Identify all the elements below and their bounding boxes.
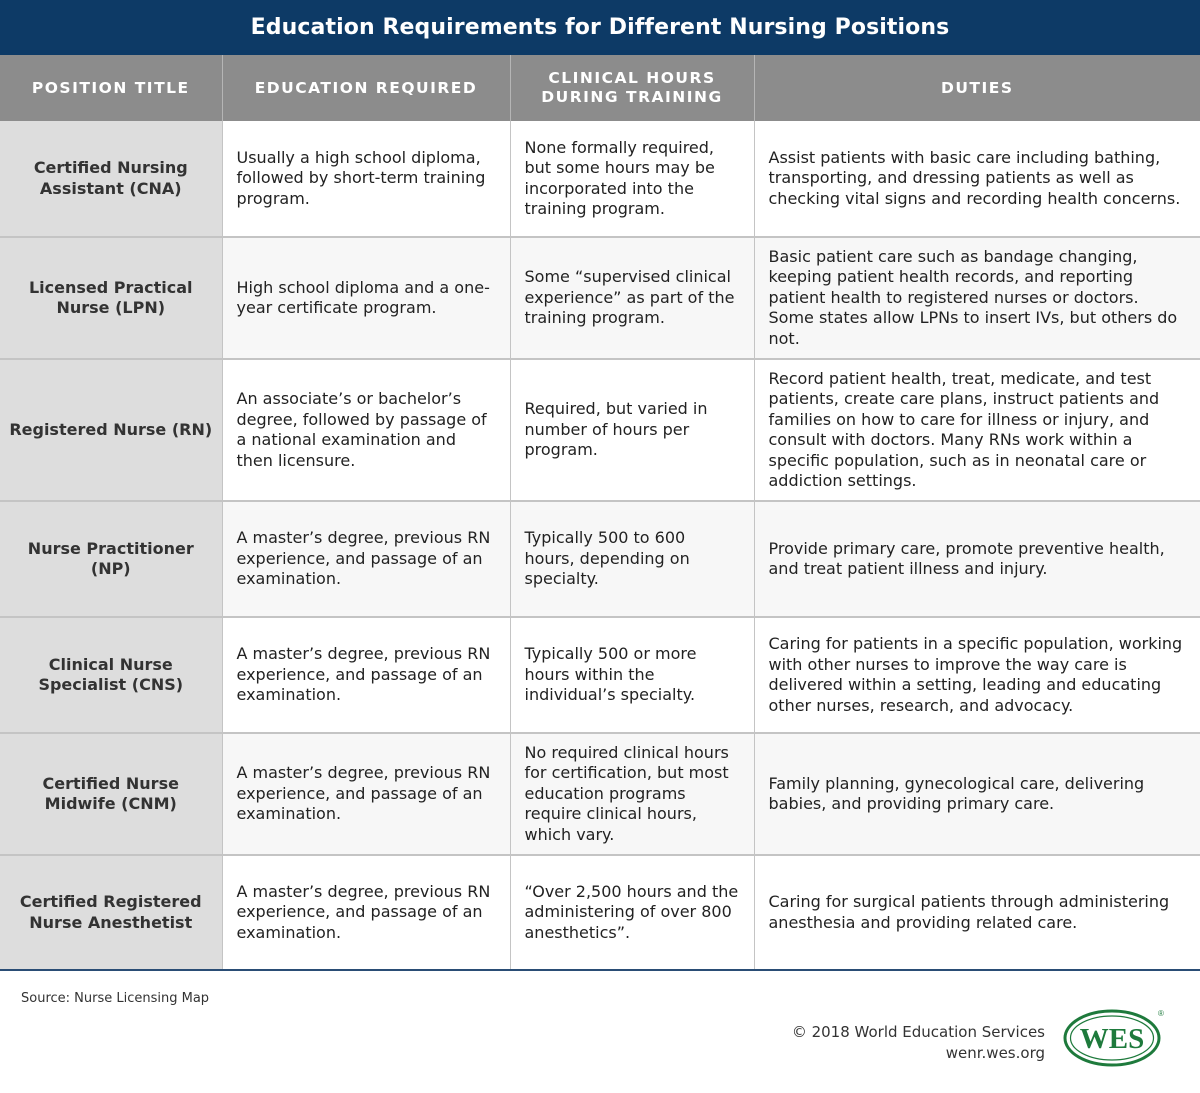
- duties-text: Caring for patients in a specific population, working with other nurses to improve the way care is delivered within a setting, leading and educating other nurses, research, and advocacy.: [768, 634, 1183, 715]
- clinical-hours-text: Required, but varied in number of hours per program.: [524, 399, 708, 460]
- clinical-hours-cell: [510, 855, 754, 969]
- duties-text: Basic patient care such as bandage changing, keeping patient health records, and reporting patient health to registered nurses or doctors. Some states allow LPNs to insert IVs, but others do not.: [768, 246, 1178, 348]
- page-title: Education Requirements for Different Nursing Positions: [0, 0, 1200, 55]
- duties-cell: [754, 359, 1200, 501]
- clinical-hours-text: Typically 500 or more hours within the individual’s specialty.: [524, 644, 697, 705]
- education-text: A master’s degree, previous RN experience, and passage of an examination.: [236, 644, 491, 705]
- table-row: [0, 617, 1200, 733]
- registered-mark: ®: [1158, 1009, 1164, 1018]
- duties-cell: [754, 501, 1200, 617]
- copyright-text: © 2018 World Education Services: [791, 1023, 1045, 1041]
- header-clinical-hours-text: CLINICAL HOURS DURING TRAINING: [541, 69, 723, 106]
- table-row: [0, 121, 1200, 237]
- education-cell: [222, 855, 510, 969]
- header-duties: [754, 55, 1200, 121]
- website-text: wenr.wes.org: [945, 1044, 1045, 1062]
- position-title: Certified Nurse Midwife (CNM): [42, 773, 179, 813]
- table-row: [0, 359, 1200, 501]
- table-row: [0, 855, 1200, 969]
- education-text: High school diploma and a one-year certificate program.: [236, 277, 490, 317]
- table-bottom-rule: [0, 969, 1200, 971]
- duties-text: Record patient health, treat, medicate, and test patients, create care plans, instruct patients and families on how to care for illness or injury, and consult with doctors. Many RNs work within a specific population, such as in neonatal care or addiction settings.: [768, 368, 1160, 490]
- table-row: [0, 733, 1200, 855]
- clinical-hours-text: None formally required, but some hours may be incorporated into the training program.: [524, 137, 715, 218]
- clinical-hours-cell: [510, 359, 754, 501]
- table-header-row: [0, 55, 1200, 121]
- position-cell: [0, 359, 222, 501]
- header-clinical-hours: [510, 55, 754, 121]
- position-cell: [0, 501, 222, 617]
- table-row: [0, 237, 1200, 359]
- education-cell: [222, 359, 510, 501]
- education-cell: [222, 617, 510, 733]
- clinical-hours-cell: [510, 121, 754, 237]
- nursing-requirements-table: [0, 55, 1200, 969]
- position-cell: [0, 855, 222, 969]
- duties-text: Provide primary care, promote preventive health, and treat patient illness and injury.: [768, 538, 1165, 578]
- duties-text: Family planning, gynecological care, delivering babies, and providing primary care.: [768, 773, 1145, 813]
- clinical-hours-cell: [510, 501, 754, 617]
- clinical-hours-text: No required clinical hours for certification, but most education programs require clinical hours, which vary.: [524, 742, 729, 844]
- duties-cell: [754, 733, 1200, 855]
- header-education-required-text: EDUCATION REQUIRED: [254, 78, 478, 97]
- education-cell: [222, 501, 510, 617]
- education-cell: [222, 237, 510, 359]
- education-text: A master’s degree, previous RN experience, and passage of an examination.: [236, 881, 491, 942]
- education-text: A master’s degree, previous RN experience, and passage of an examination.: [236, 528, 491, 589]
- education-text: A master’s degree, previous RN experience, and passage of an examination.: [236, 763, 491, 824]
- duties-text: Assist patients with basic care including bathing, transporting, and dressing patients as well as checking vital signs and recording health concerns.: [768, 147, 1181, 208]
- position-cell: [0, 121, 222, 237]
- clinical-hours-text: “Over 2,500 hours and the administering of over 800 anesthetics”.: [524, 881, 739, 942]
- education-cell: [222, 733, 510, 855]
- table-row: [0, 501, 1200, 617]
- header-duties-text: DUTIES: [940, 78, 1014, 97]
- duties-text: Caring for surgical patients through administering anesthesia and providing related care.: [768, 892, 1170, 932]
- source-note: Source: Nurse Licensing Map: [21, 991, 210, 1006]
- position-title: Certified Nursing Assistant (CNA): [33, 158, 188, 198]
- wes-logo: [1060, 1006, 1168, 1068]
- header-education-required: [222, 55, 510, 121]
- position-title: Registered Nurse (RN): [9, 419, 213, 439]
- credit-block: [792, 1022, 1045, 1064]
- logo-wordmark: WES: [1079, 1023, 1145, 1055]
- header-position-title: [0, 55, 222, 121]
- duties-cell: [754, 237, 1200, 359]
- header-position-title-text: POSITION TITLE: [31, 78, 190, 97]
- education-text: An associate’s or bachelor’s degree, followed by passage of a national examination and then licensure.: [236, 389, 487, 470]
- position-title: Clinical Nurse Specialist (CNS): [38, 654, 184, 694]
- clinical-hours-text: Typically 500 to 600 hours, depending on specialty.: [524, 528, 690, 589]
- clinical-hours-text: Some “supervised clinical experience” as part of the training program.: [524, 267, 735, 328]
- education-cell: [222, 121, 510, 237]
- position-title: Certified Registered Nurse Anesthetist: [19, 892, 202, 932]
- position-title: Nurse Practitioner (NP): [27, 538, 194, 578]
- duties-cell: [754, 617, 1200, 733]
- clinical-hours-cell: [510, 733, 754, 855]
- clinical-hours-cell: [510, 237, 754, 359]
- clinical-hours-cell: [510, 617, 754, 733]
- education-text: Usually a high school diploma, followed by short-term training program.: [236, 147, 486, 208]
- duties-cell: [754, 121, 1200, 237]
- position-cell: [0, 617, 222, 733]
- duties-cell: [754, 855, 1200, 969]
- position-cell: [0, 237, 222, 359]
- position-cell: [0, 733, 222, 855]
- position-title: Licensed Practical Nurse (LPN): [28, 277, 193, 317]
